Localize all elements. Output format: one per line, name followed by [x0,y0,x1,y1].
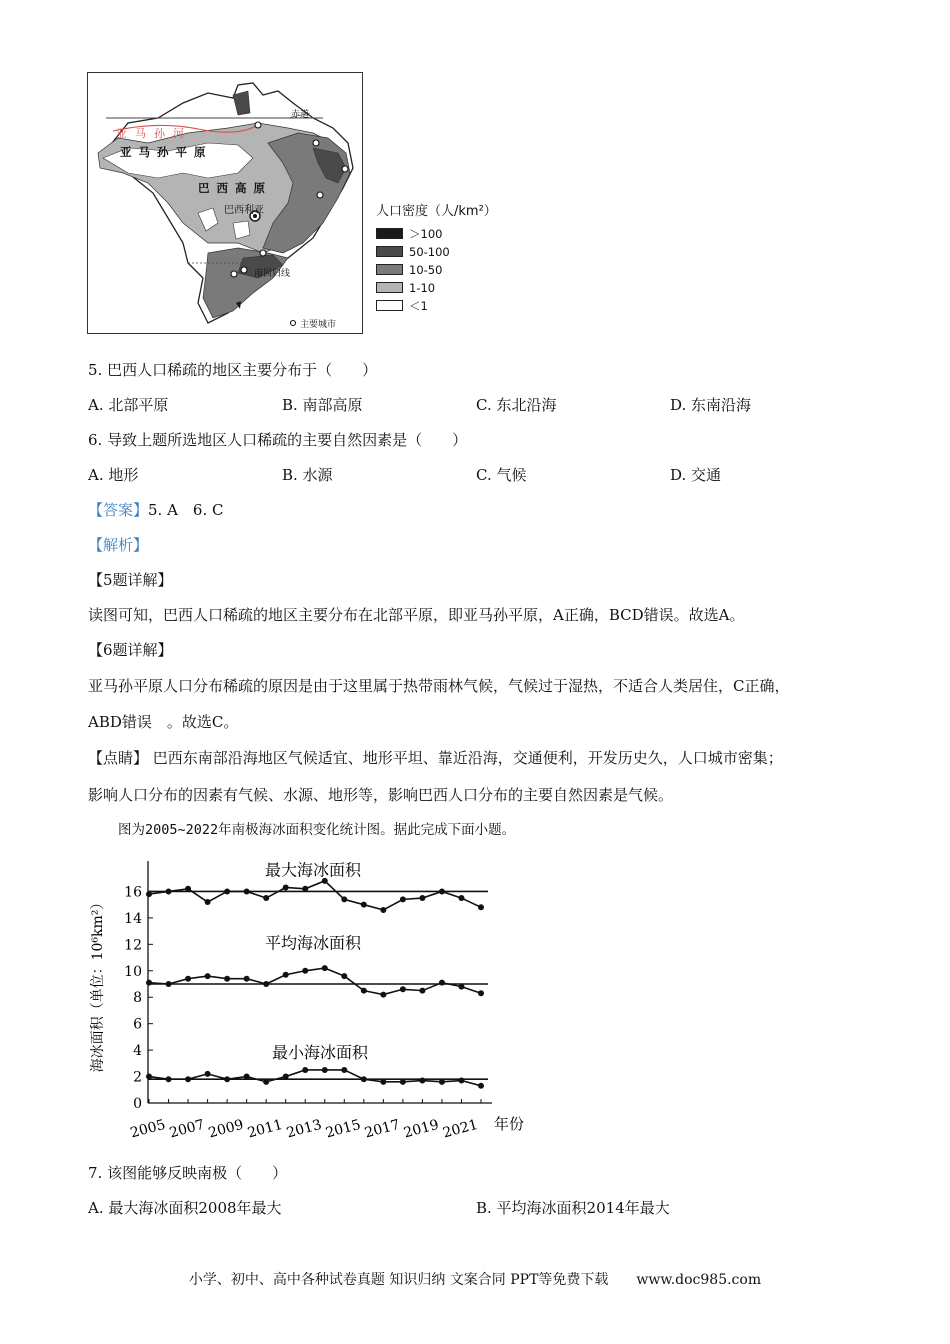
data-point [439,1079,445,1085]
data-point [224,976,230,982]
data-point [419,895,425,901]
x-tick-label: 2005 [128,1116,168,1142]
data-point [244,1074,250,1080]
question-5-option-d: D. 东南沿海 [670,396,752,414]
brazil-plateau-label: 巴西高原 [198,181,272,195]
sea-ice-chart [88,843,528,1143]
data-point [146,980,152,986]
data-point [224,888,230,894]
legend-city-marker [291,321,296,326]
amazon-plain-label: 亚马孙平原 [120,145,213,159]
y-tick-label: 12 [124,937,142,954]
amazon-river-label: 亚马孙河 [116,127,192,140]
data-point [185,886,191,892]
y-tick-label: 16 [124,884,142,901]
series-label: 最大海冰面积 [264,860,362,880]
series-line [149,1070,481,1086]
data-point [166,1076,172,1082]
legend-title: 人口密度（人/km²） [376,204,497,219]
data-point [361,902,367,908]
y-tick-label: 2 [133,1069,142,1086]
legend-swatch [376,300,403,311]
data-point [283,884,289,890]
data-point [380,992,386,998]
brazil-population-map [87,72,363,334]
answer-tag: 【答案】 [88,501,149,519]
data-point [458,984,464,990]
city-marker [342,166,348,172]
data-point [205,1071,211,1077]
data-point [341,1067,347,1073]
data-point [419,988,425,994]
data-point [205,973,211,979]
data-point [185,976,191,982]
y-tick-label: 6 [133,1016,142,1033]
legend-swatch [376,264,403,275]
data-point [400,1079,406,1085]
dianjing-line-2: 影响人口分布的因素有气候、水源、地形等，影响巴西人口分布的主要自然因素是气候。 [88,786,674,804]
data-point [322,965,328,971]
dianjing-line-1: 【点睛】 巴西东南部沿海地区气候适宜、地形平坦、靠近沿海，交通便利，开发历史久，人口城市密集； [88,749,783,767]
detail-5-text: 读图可知，巴西人口稀疏的地区主要分布在北部平原，即亚马孙平原，A正确，BCD错误。故选A。 [88,606,745,624]
data-point [166,981,172,987]
analysis-tag: 【解析】 [88,536,149,554]
data-point [205,899,211,905]
city-marker [313,140,319,146]
legend-item: ＜1 [376,299,428,312]
detail-6-line-1: 亚马孙平原人口分布稀疏的原因是由于这里属于热带雨林气候，气候过于湿热，不适合人类居住，C正确， [88,677,790,695]
question-6-option-c: C. 气候 [476,466,527,484]
y-tick-label: 14 [124,910,142,927]
x-tick-label: 2017 [363,1116,402,1142]
data-point [380,907,386,913]
city-marker [231,271,237,277]
legend-swatch [376,228,403,239]
data-point [341,973,347,979]
dianjing-tag: 【点睛】 [88,749,149,767]
tropic-label: 南回归线 [254,269,291,279]
data-point [458,895,464,901]
data-point [283,1074,289,1080]
x-tick-label: 2009 [206,1116,246,1142]
data-point [185,1076,191,1082]
data-point [302,968,308,974]
y-tick-label: 8 [133,990,142,1007]
y-axis-label: 海冰面积（单位：10⁶km²） [90,895,106,1073]
main-city-label: 主要城市 [300,320,337,330]
data-point [244,976,250,982]
x-tick-label: 2021 [441,1116,480,1142]
data-point [419,1078,425,1084]
data-point [361,1076,367,1082]
data-point [263,1079,269,1085]
data-point [166,888,172,894]
question-7-stem: 7. 该图能够反映南极（ ） [88,1164,288,1182]
question-6-option-d: D. 交通 [670,466,722,484]
series-label: 平均海冰面积 [264,933,362,953]
legend-item: 1-10 [376,281,435,294]
question-5-stem: 5. 巴西人口稀疏的地区主要分布于（ ） [88,361,378,379]
legend-swatch [376,246,403,257]
map-legend [376,200,536,330]
y-tick-label: 0 [133,1096,142,1112]
detail-6-tag: 【6题详解】 [88,641,173,659]
question-6-stem: 6. 导致上题所选地区人口稀疏的主要自然因素是（ ） [88,431,468,449]
question-7-option-b: B. 平均海冰面积2014年最大 [476,1199,670,1217]
x-tick-label: 2015 [323,1116,363,1142]
city-marker [260,250,266,256]
detail-5-tag: 【5题详解】 [88,571,173,589]
data-point [439,980,445,986]
y-tick-label: 10 [124,963,142,980]
data-point [302,1067,308,1073]
data-point [146,891,152,897]
chart-intro: 图为2005~2022年南极海冰面积变化统计图。据此完成下面小题。 [118,822,516,838]
data-point [380,1079,386,1085]
data-point [244,888,250,894]
answer-line [88,500,224,520]
detail-6-line-2: ABD错误 。故选C。 [88,713,239,731]
data-point [478,904,484,910]
data-point [478,1083,484,1089]
city-marker [255,122,261,128]
x-tick-label: 2011 [245,1116,285,1142]
y-tick-label: 4 [133,1043,142,1060]
city-marker [241,267,247,273]
legend-item: 10-50 [376,263,442,276]
page-footer: 小学、初中、高中各种试卷真题 知识归纳 文案合同 PPT等免费下载 www.doc985.com [188,1272,762,1288]
data-point [224,1076,230,1082]
question-5-option-a: A. 北部平原 [88,396,169,414]
data-point [361,988,367,994]
legend-swatch [376,282,403,293]
series-line [149,881,481,910]
data-point [283,972,289,978]
data-point [263,981,269,987]
city-marker [317,192,323,198]
legend-item: ＞100 [376,227,442,240]
data-point [400,896,406,902]
x-tick-label: 2019 [402,1116,441,1142]
equator-label: 赤道 [291,110,310,120]
question-5-option-b: B. 南部高原 [282,396,363,414]
data-point [439,888,445,894]
question-7-option-a: A. 最大海冰面积2008年最大 [88,1199,282,1217]
data-point [146,1074,152,1080]
series-line [149,968,481,994]
data-point [478,990,484,996]
data-point [341,896,347,902]
brasilia-label: 巴西利亚 [224,205,264,216]
question-5-option-c: C. 东北沿海 [476,396,557,414]
answer-text: 5. A 6. C [148,501,224,519]
x-tick-label: 2007 [167,1116,207,1142]
data-point [263,895,269,901]
data-point [322,1067,328,1073]
data-point [400,986,406,992]
question-6-option-b: B. 水源 [282,466,333,484]
series-label: 最小海冰面积 [271,1043,369,1063]
x-axis-label: 年份 [494,1115,525,1133]
legend-item: 50-100 [376,245,450,258]
data-point [458,1078,464,1084]
data-point [302,886,308,892]
x-tick-label: 2013 [284,1116,324,1142]
question-6-option-a: A. 地形 [88,466,139,484]
